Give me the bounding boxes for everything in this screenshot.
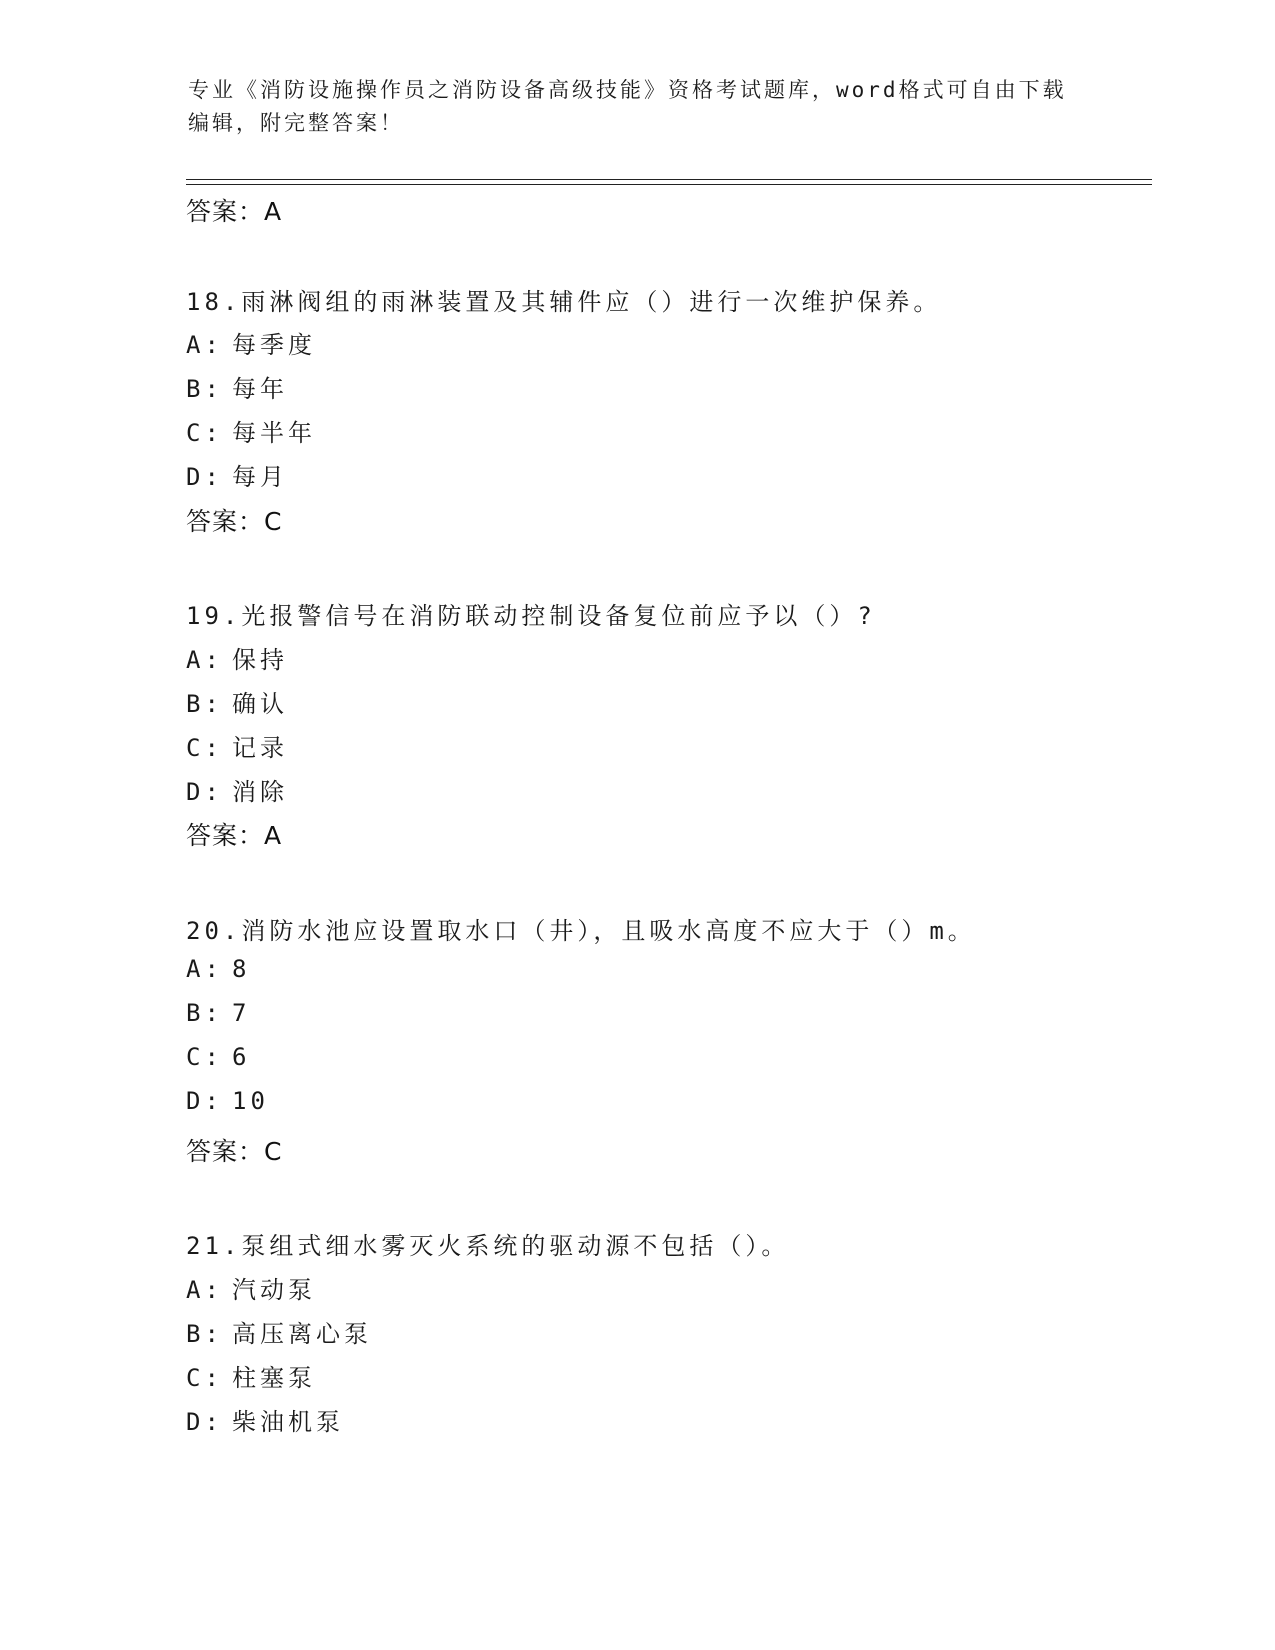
- question-21-option-a: [186, 1270, 316, 1305]
- option-letter: D:: [186, 778, 223, 806]
- header-divider-top: [186, 179, 1152, 180]
- option-text: 柱塞泵: [232, 1364, 316, 1392]
- option-text: 10: [232, 1087, 269, 1115]
- option-letter: D:: [186, 1087, 223, 1115]
- question-19-option-d: [186, 772, 288, 807]
- option-letter: D:: [186, 1408, 223, 1436]
- question-20-option-d: [186, 1087, 269, 1115]
- option-letter: C:: [186, 734, 223, 762]
- question-19-option-c: [186, 728, 288, 763]
- question-19-option-a: [186, 640, 288, 675]
- option-letter: C:: [186, 419, 223, 447]
- option-text: 汽动泵: [232, 1276, 316, 1304]
- option-letter: C:: [186, 1043, 223, 1071]
- option-text: 高压离心泵: [232, 1320, 372, 1348]
- question-20-option-b: [186, 999, 250, 1027]
- question-18-option-c: [186, 413, 316, 448]
- question-18-option-a: [186, 325, 316, 360]
- option-text: 保持: [232, 646, 288, 674]
- option-text: 每半年: [232, 419, 316, 447]
- option-letter: A:: [186, 1276, 223, 1304]
- question-18-answer: 答案：C: [186, 507, 283, 536]
- option-letter: A:: [186, 331, 223, 359]
- question-18-option-d: [186, 457, 288, 492]
- question-20-answer: 答案：C: [186, 1137, 283, 1166]
- header-divider-bottom: [186, 184, 1152, 185]
- question-20-stem: 20.消防水池应设置取水口（井），且吸水高度不应大于（）m。: [186, 917, 976, 945]
- option-letter: D:: [186, 463, 223, 491]
- option-text: 8: [232, 955, 251, 983]
- question-21-option-d: [186, 1402, 344, 1437]
- option-letter: A:: [186, 955, 223, 983]
- question-20-option-a: [186, 955, 250, 983]
- option-text: 7: [232, 999, 251, 1027]
- question-19-answer: 答案：A: [186, 821, 283, 850]
- option-text: 每季度: [232, 331, 316, 359]
- question-21-stem: 21.泵组式细水雾灭火系统的驱动源不包括（）。: [186, 1232, 790, 1260]
- option-text: 消除: [232, 778, 288, 806]
- option-letter: B:: [186, 999, 223, 1027]
- question-20-option-c: [186, 1043, 250, 1071]
- option-letter: B:: [186, 375, 223, 403]
- question-18-option-b: [186, 369, 288, 404]
- option-letter: C:: [186, 1364, 223, 1392]
- option-text: 6: [232, 1043, 251, 1071]
- answer-line-previous: 答案：A: [186, 197, 283, 226]
- option-letter: A:: [186, 646, 223, 674]
- question-21-option-b: [186, 1314, 372, 1349]
- option-text: 记录: [232, 734, 288, 762]
- document-header-intro: 专业《消防设施操作员之消防设备高级技能》资格考试题库，word格式可自由下载编辑，附完整答案！: [188, 78, 1067, 135]
- question-18-stem: 18.雨淋阀组的雨淋装置及其辅件应（）进行一次维护保养。: [186, 288, 942, 316]
- option-text: 确认: [232, 690, 288, 718]
- option-text: 每年: [232, 375, 288, 403]
- question-19-option-b: [186, 684, 288, 719]
- option-text: 柴油机泵: [232, 1408, 344, 1436]
- option-letter: B:: [186, 690, 223, 718]
- option-text: 每月: [232, 463, 288, 491]
- option-letter: B:: [186, 1320, 223, 1348]
- question-21-option-c: [186, 1358, 316, 1393]
- question-19-stem: 19.光报警信号在消防联动控制设备复位前应予以（）?: [186, 602, 876, 630]
